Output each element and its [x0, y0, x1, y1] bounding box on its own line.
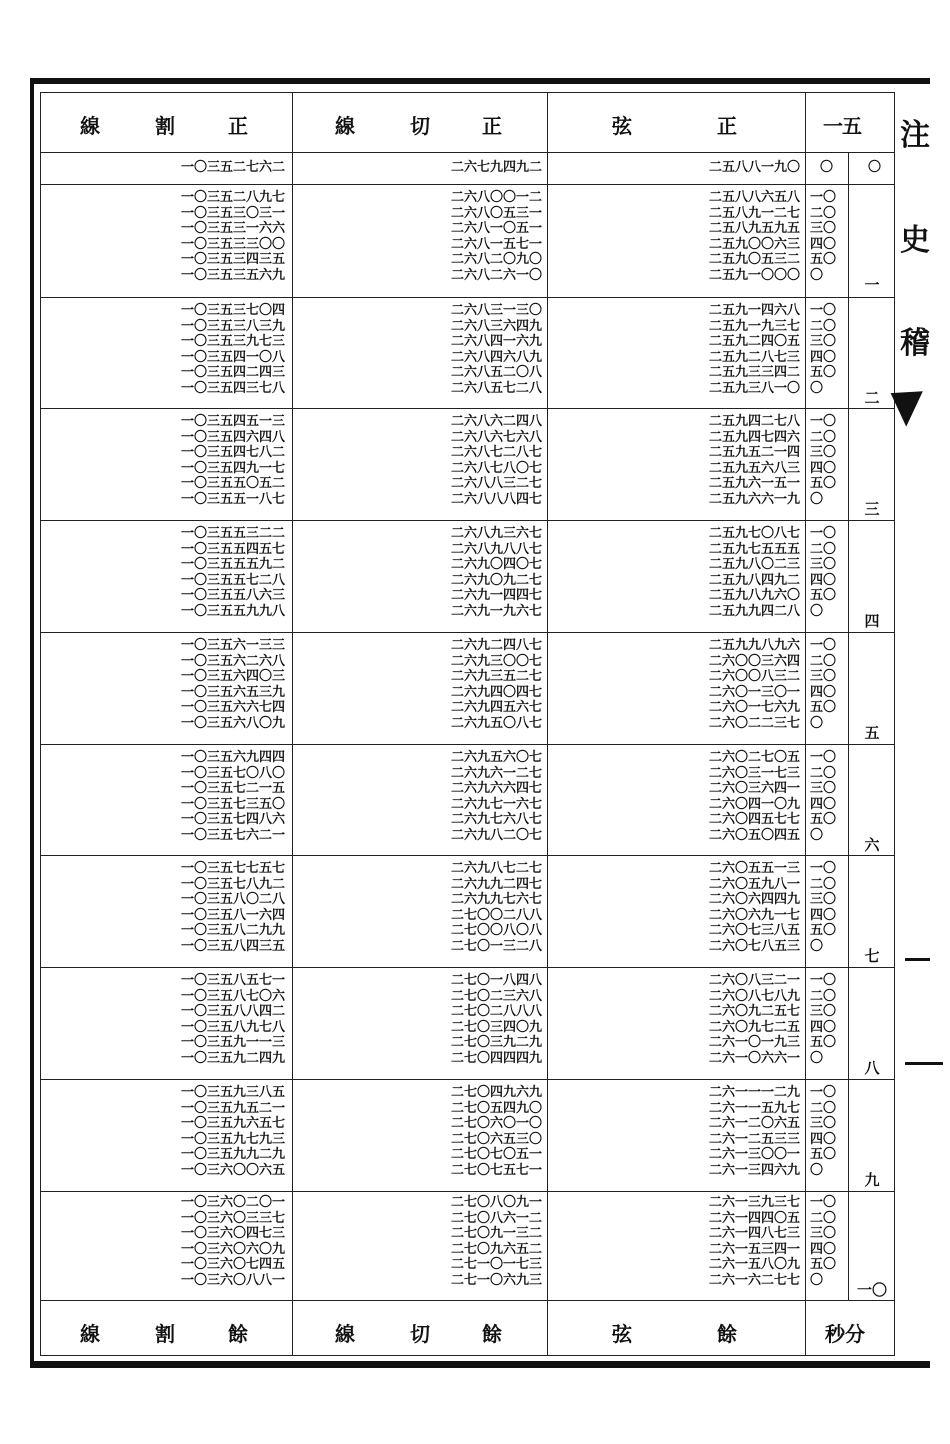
- tangent-value: 二六八〇〇一二: [450, 190, 542, 205]
- row-divider: [40, 1079, 895, 1080]
- secant-value: 一〇三五九一一三: [180, 1035, 285, 1050]
- sine-value: 二六〇二二三七: [708, 715, 800, 731]
- sine-value: 二六〇〇三六四: [708, 653, 800, 669]
- seconds-label: 二〇: [810, 653, 837, 669]
- secant-value: 一〇三五五七二八: [180, 572, 285, 588]
- tangent-value: 二七〇六〇一〇: [450, 1116, 542, 1131]
- secant-value: 一〇三五七六二一: [180, 827, 285, 843]
- sine-value: 二五九五二一四: [708, 445, 800, 460]
- tangent-value: 二七〇四四四九: [450, 1050, 542, 1066]
- secant-value: 一〇三五四六四八: [180, 429, 285, 445]
- sine-value: 二六〇四一〇九: [708, 796, 800, 812]
- seconds-label: 三〇: [810, 1226, 837, 1241]
- seconds-label: 五〇: [810, 365, 837, 380]
- seconds-label: 五〇: [810, 476, 837, 491]
- minute-label: 一〇: [856, 1281, 887, 1299]
- tangent-value: 二六九〇四〇七: [450, 557, 542, 572]
- sine-value: 二六〇七三八五: [708, 923, 800, 938]
- tangent-value: 二六八三六四九: [450, 318, 542, 334]
- header-char: 線: [80, 114, 100, 138]
- seconds-label: 五〇: [810, 812, 837, 827]
- secant-value: 一〇三五九六五七: [180, 1116, 285, 1131]
- tangent-value: 二六九三五二七: [450, 669, 542, 684]
- sine-value: 二六〇三一七三: [708, 765, 800, 781]
- seconds-label: 四〇: [810, 460, 837, 476]
- secant-value: 一〇三五五一八七: [180, 491, 285, 507]
- sine-value: 二六〇一三〇一: [708, 684, 800, 700]
- tangent-value: 二七〇三四〇九: [450, 1019, 542, 1035]
- tangent-value: 二六九四五六七: [450, 700, 542, 715]
- header-char: 正: [717, 114, 737, 138]
- footer-char: 切: [410, 1322, 430, 1346]
- sine-value: 二五九八九六〇: [708, 588, 800, 603]
- secant-value: 一〇三五二七六二: [180, 160, 285, 175]
- tangent-value: 二六八六七六八: [450, 429, 542, 445]
- seconds-label: 四〇: [810, 1019, 837, 1035]
- minute-label: 九: [864, 1171, 880, 1189]
- seconds-label: 〇: [810, 938, 824, 954]
- secant-value: 一〇三五四五一三: [180, 414, 285, 429]
- sine-value: 二五九四七四六: [708, 429, 800, 445]
- tangent-value: 二七〇〇二八八: [450, 907, 542, 923]
- seconds-label: 五〇: [810, 923, 837, 938]
- seconds-label: 四〇: [810, 796, 837, 812]
- row-divider: [40, 744, 895, 745]
- secant-value: 一〇三五五八六三: [180, 588, 285, 603]
- tangent-value: 二六八〇五三一: [450, 205, 542, 221]
- row-divider: [40, 967, 895, 968]
- seconds-label: 三〇: [810, 781, 837, 796]
- tangent-value: 二六九一九六七: [450, 603, 542, 619]
- seconds-label: 一〇: [810, 190, 837, 205]
- sine-value: 二六〇八三二一: [708, 973, 800, 988]
- seconds-label: 〇: [810, 1050, 824, 1066]
- footer-char: 線: [335, 1322, 355, 1346]
- seconds-label: 一〇: [810, 638, 837, 653]
- secant-value: 一〇三五八四三五: [180, 938, 285, 954]
- sine-value: 二五九七五五五: [708, 541, 800, 557]
- secant-value: 一〇三五九五二一: [180, 1100, 285, 1116]
- sine-value: 二五九九四二八: [708, 603, 800, 619]
- secant-value: 一〇三五七〇八〇: [180, 765, 285, 781]
- row-divider: [40, 152, 895, 153]
- tangent-value: 二六八二〇九〇: [450, 252, 542, 267]
- sine-value: 二五九八四九二: [708, 572, 800, 588]
- col-divider: [292, 92, 293, 1356]
- seconds-label: 五〇: [810, 1035, 837, 1050]
- minute-label: 七: [864, 947, 880, 965]
- sine-value: 二六〇二七〇五: [708, 750, 800, 765]
- tangent-value: 二七一〇一七三: [450, 1257, 542, 1272]
- secant-value: 一〇三五四二四三: [180, 365, 285, 380]
- seconds-label: 五〇: [810, 252, 837, 267]
- margin-glyph: 史: [900, 223, 930, 258]
- sine-value: 二五九〇〇六三: [708, 236, 800, 252]
- tangent-value: 二六九五六〇七: [450, 750, 542, 765]
- seconds-label: 〇: [810, 491, 824, 507]
- secant-value: 一〇三五五三二二: [180, 526, 285, 541]
- secant-value: 一〇三五六六七四: [180, 700, 285, 715]
- minute-label: 五: [864, 724, 880, 742]
- secant-value: 一〇三五四七八二: [180, 445, 285, 460]
- tangent-value: 二六九六一二七: [450, 765, 542, 781]
- col-divider: [547, 92, 548, 1356]
- seconds-label: 〇: [810, 380, 824, 396]
- seconds-label: 三〇: [810, 669, 837, 684]
- tangent-value: 二六九八七二七: [450, 861, 542, 876]
- header-char: 割: [155, 114, 175, 138]
- secant-value: 一〇三五六二六八: [180, 653, 285, 669]
- sine-value: 二五九三八一〇: [708, 380, 800, 396]
- secant-value: 一〇三五八七〇六: [180, 988, 285, 1004]
- tangent-value: 二七〇九六五二: [450, 1241, 542, 1257]
- sine-value: 二五九四二七八: [708, 414, 800, 429]
- secant-value: 一〇三六〇四七三: [180, 1226, 285, 1241]
- tangent-value: 二七〇一三二八: [450, 938, 542, 954]
- sine-value: 二六〇五〇四五: [708, 827, 800, 843]
- tangent-value: 二六八一五七一: [450, 236, 542, 252]
- header-char: 正: [228, 114, 248, 138]
- tangent-value: 二六九一四四七: [450, 588, 542, 603]
- secant-value: 一〇三五六一三三: [180, 638, 285, 653]
- header-char: 切: [410, 114, 430, 138]
- secant-value: 一〇三五八八四二: [180, 1004, 285, 1019]
- sine-value: 二六〇六四四九: [708, 892, 800, 907]
- sine-value: 二六一一五九七: [708, 1100, 800, 1116]
- sine-value: 二五九〇五三二: [708, 252, 800, 267]
- sine-value: 二六〇五九八一: [708, 876, 800, 892]
- footer-char: 線: [80, 1322, 100, 1346]
- sine-value: 二六一五八〇九: [708, 1257, 800, 1272]
- sine-value: 二六〇九二五七: [708, 1004, 800, 1019]
- secant-value: 一〇三五四一〇八: [180, 349, 285, 365]
- secant-value: 一〇三五七七五七: [180, 861, 285, 876]
- seconds-label: 五〇: [810, 1147, 837, 1162]
- secant-value: 一〇三五九七九三: [180, 1131, 285, 1147]
- tangent-value: 二六九四〇四七: [450, 684, 542, 700]
- tangent-value: 二六九二四八七: [450, 638, 542, 653]
- secant-value: 一〇三五八〇二八: [180, 892, 285, 907]
- seconds-label: 一〇: [810, 414, 837, 429]
- tangent-value: 二六八二六一〇: [450, 267, 542, 283]
- seconds-label: 五〇: [810, 1257, 837, 1272]
- col-divider: [805, 92, 806, 1356]
- tangent-value: 二六八七二八七: [450, 445, 542, 460]
- secant-value: 一〇三五八九七八: [180, 1019, 285, 1035]
- tangent-value: 二六九〇九二七: [450, 572, 542, 588]
- sine-value: 二六〇八七八九: [708, 988, 800, 1004]
- tangent-value: 二六九九二四七: [450, 876, 542, 892]
- seconds-label: 四〇: [810, 236, 837, 252]
- seconds-label: 三〇: [810, 334, 837, 349]
- secant-value: 一〇三五九九二九: [180, 1147, 285, 1162]
- seconds-label: 二〇: [810, 429, 837, 445]
- secant-value: 一〇三六〇〇六五: [180, 1162, 285, 1178]
- minute-label: 三: [864, 500, 880, 518]
- seconds-label: 一〇: [810, 1195, 837, 1210]
- tangent-value: 二六八五七二八: [450, 380, 542, 396]
- col-divider: [848, 152, 849, 1300]
- seconds-value: 〇: [820, 160, 834, 175]
- secant-value: 一〇三五五〇五二: [180, 476, 285, 491]
- tangent-value: 二七〇一八四八: [450, 973, 542, 988]
- tangent-value: 二六八五二〇八: [450, 365, 542, 380]
- seconds-label: 一〇: [810, 750, 837, 765]
- secant-value: 一〇三五六四〇三: [180, 669, 285, 684]
- footer-char: 餘: [482, 1322, 502, 1346]
- secant-value: 一〇三五七二一五: [180, 781, 285, 796]
- tangent-value: 二六九五〇八七: [450, 715, 542, 731]
- secant-value: 一〇三五三九七三: [180, 334, 285, 349]
- tangent-value: 二七〇六五三〇: [450, 1131, 542, 1147]
- secant-value: 一〇三五三三〇〇: [180, 236, 285, 252]
- sine-value: 二六〇七八五三: [708, 938, 800, 954]
- row-divider: [40, 1300, 895, 1301]
- seconds-label: 三〇: [810, 445, 837, 460]
- seconds-label: 二〇: [810, 765, 837, 781]
- tangent-value: 二七〇七五七一: [450, 1162, 542, 1178]
- seconds-label: 四〇: [810, 1131, 837, 1147]
- sine-value: 二六〇三六四一: [708, 781, 800, 796]
- seconds-label: 一〇: [810, 1085, 837, 1100]
- seconds-label: 三〇: [810, 557, 837, 572]
- sine-value: 二五九一九三七: [708, 318, 800, 334]
- row-divider: [40, 632, 895, 633]
- secant-value: 一〇三五四九一七: [180, 460, 285, 476]
- tangent-value: 二七〇四九六九: [450, 1085, 542, 1100]
- sine-value: 二六一一一二九: [708, 1085, 800, 1100]
- secant-value: 一〇三五六五三九: [180, 684, 285, 700]
- seconds-label: 〇: [810, 603, 824, 619]
- secant-value: 一〇三五八二九九: [180, 923, 285, 938]
- seconds-label: 四〇: [810, 572, 837, 588]
- minute-label: 六: [864, 836, 880, 854]
- sine-value: 二六一〇六六一: [708, 1050, 800, 1066]
- row-divider: [40, 520, 895, 521]
- secant-value: 一〇三五三七〇四: [180, 303, 285, 318]
- tangent-value: 二六八一〇五一: [450, 221, 542, 236]
- secant-value: 一〇三五九三八五: [180, 1085, 285, 1100]
- sine-value: 二五九七〇八七: [708, 526, 800, 541]
- minute-label: 一: [864, 276, 880, 294]
- seconds-label: 二〇: [810, 988, 837, 1004]
- sine-value: 二六一三九三七: [708, 1195, 800, 1210]
- secant-value: 一〇三五八五七一: [180, 973, 285, 988]
- secant-value: 一〇三五三八三九: [180, 318, 285, 334]
- tangent-value: 二七〇八六一二: [450, 1210, 542, 1226]
- secant-value: 一〇三六〇三三七: [180, 1210, 285, 1226]
- seconds-label: 〇: [810, 827, 824, 843]
- tangent-value: 二六九九七六七: [450, 892, 542, 907]
- seconds-label: 五〇: [810, 588, 837, 603]
- seconds-label: 二〇: [810, 1100, 837, 1116]
- sine-value: 二五九一四六八: [708, 303, 800, 318]
- tangent-value: 二六九八二〇七: [450, 827, 542, 843]
- tangent-value: 二六八三一三〇: [450, 303, 542, 318]
- seconds-label: 三〇: [810, 221, 837, 236]
- secant-value: 一〇三六〇二〇一: [180, 1195, 285, 1210]
- sine-value: 二六一二〇六五: [708, 1116, 800, 1131]
- tangent-value: 二六八九八八七: [450, 541, 542, 557]
- units-label: 秒分: [825, 1322, 865, 1346]
- seconds-label: 〇: [810, 1272, 824, 1288]
- tangent-value: 二六八八三二七: [450, 476, 542, 491]
- seconds-label: 二〇: [810, 541, 837, 557]
- sine-value: 二六一四八七三: [708, 1226, 800, 1241]
- seconds-label: 二〇: [810, 205, 837, 221]
- seconds-label: 三〇: [810, 892, 837, 907]
- footer-char: 餘: [717, 1322, 737, 1346]
- tangent-value: 二六八七八〇七: [450, 460, 542, 476]
- tangent-value: 二七〇二三六八: [450, 988, 542, 1004]
- sine-value: 二五九六六一九: [708, 491, 800, 507]
- sine-value: 二五九九八九六: [708, 638, 800, 653]
- seconds-label: 三〇: [810, 1004, 837, 1019]
- tangent-value: 二七〇九一三二: [450, 1226, 542, 1241]
- row-divider: [40, 184, 895, 185]
- secant-value: 一〇三五三五六九: [180, 267, 285, 283]
- sine-value: 二六〇〇八三二: [708, 669, 800, 684]
- seconds-label: 四〇: [810, 349, 837, 365]
- seconds-label: 四〇: [810, 1241, 837, 1257]
- seconds-label: 二〇: [810, 318, 837, 334]
- secant-value: 一〇三五七八九二: [180, 876, 285, 892]
- header-char: 弦: [612, 114, 632, 138]
- secant-value: 一〇三五六八〇九: [180, 715, 285, 731]
- sine-value: 二六一六二七七: [708, 1272, 800, 1288]
- seconds-label: 四〇: [810, 907, 837, 923]
- sine-value: 二五九六一五一: [708, 476, 800, 491]
- sine-value: 二五八八六五八: [708, 190, 800, 205]
- tangent-value: 二六八四一六九: [450, 334, 542, 349]
- secant-value: 一〇三五五四五七: [180, 541, 285, 557]
- sine-value: 二五八九一二七: [708, 205, 800, 221]
- secant-value: 一〇三五八一六四: [180, 907, 285, 923]
- sine-value: 二五九一〇〇〇: [708, 267, 800, 283]
- footer-char: 割: [155, 1322, 175, 1346]
- tangent-value: 二六八九三六七: [450, 526, 542, 541]
- sine-value: 二五八八一九〇: [708, 160, 800, 175]
- seconds-label: 〇: [810, 267, 824, 283]
- row-divider: [40, 297, 895, 298]
- minute-label: 八: [864, 1059, 880, 1077]
- tangent-value: 二七〇八〇九一: [450, 1195, 542, 1210]
- margin-glyph: 注: [900, 118, 930, 153]
- header-char: 正: [482, 114, 502, 138]
- minute-value: 〇: [868, 160, 882, 175]
- secant-value: 一〇三五五五九二: [180, 557, 285, 572]
- tangent-value: 二七〇五四九〇: [450, 1100, 542, 1116]
- secant-value: 一〇三五四三七八: [180, 380, 285, 396]
- margin-glyph: 稽: [900, 326, 930, 361]
- secant-value: 一〇三六〇八八一: [180, 1272, 285, 1288]
- footer-char: 餘: [228, 1322, 248, 1346]
- seconds-label: 〇: [810, 1162, 824, 1178]
- sine-value: 二五九三三四二: [708, 365, 800, 380]
- tangent-value: 二六九七六八七: [450, 812, 542, 827]
- sine-value: 二五九二四〇五: [708, 334, 800, 349]
- tangent-value: 二六九七一六七: [450, 796, 542, 812]
- seconds-label: 二〇: [810, 1210, 837, 1226]
- margin-dash: [905, 958, 930, 961]
- minute-label: 四: [864, 612, 880, 630]
- tangent-value: 二七一〇六九三: [450, 1272, 542, 1288]
- secant-value: 一〇三六〇七四五: [180, 1257, 285, 1272]
- degree-label: 一五: [823, 114, 861, 138]
- footer-char: 弦: [612, 1322, 632, 1346]
- sine-value: 二五九八〇二三: [708, 557, 800, 572]
- sine-value: 二五九二八七三: [708, 349, 800, 365]
- tangent-value: 二六八六二四八: [450, 414, 542, 429]
- tangent-value: 二七〇〇八〇八: [450, 923, 542, 938]
- sine-value: 二六〇五五一三: [708, 861, 800, 876]
- seconds-label: 四〇: [810, 684, 837, 700]
- secant-value: 一〇三六〇六〇九: [180, 1241, 285, 1257]
- row-divider: [40, 855, 895, 856]
- seconds-label: 一〇: [810, 303, 837, 318]
- secant-value: 一〇三五五九九八: [180, 603, 285, 619]
- seconds-label: 三〇: [810, 1116, 837, 1131]
- secant-value: 一〇三五三〇三一: [180, 205, 285, 221]
- secant-value: 一〇三五二八九七: [180, 190, 285, 205]
- tangent-value: 二七〇七〇五一: [450, 1147, 542, 1162]
- secant-value: 一〇三五三四三五: [180, 252, 285, 267]
- sine-value: 二五九五六八三: [708, 460, 800, 476]
- secant-value: 一〇三五七四八六: [180, 812, 285, 827]
- secant-value: 一〇三五三一六六: [180, 221, 285, 236]
- seconds-label: 〇: [810, 715, 824, 731]
- sine-value: 二六一三〇〇一: [708, 1147, 800, 1162]
- secant-value: 一〇三五七三五〇: [180, 796, 285, 812]
- sine-value: 二六〇九七二五: [708, 1019, 800, 1035]
- seconds-label: 二〇: [810, 876, 837, 892]
- sine-value: 二六〇四五七七: [708, 812, 800, 827]
- sine-value: 二六一三四六九: [708, 1162, 800, 1178]
- tangent-value: 二六九六六四七: [450, 781, 542, 796]
- sine-value: 二六一四四〇五: [708, 1210, 800, 1226]
- sine-value: 二六〇六九一七: [708, 907, 800, 923]
- row-divider: [40, 408, 895, 409]
- margin-dash: [905, 1062, 943, 1065]
- sine-value: 二六〇一七六九: [708, 700, 800, 715]
- sine-value: 二六一〇一九三: [708, 1035, 800, 1050]
- tangent-value: 二六八四六八九: [450, 349, 542, 365]
- sine-value: 二五八九五九五: [708, 221, 800, 236]
- seconds-label: 五〇: [810, 700, 837, 715]
- header-char: 線: [335, 114, 355, 138]
- tangent-value: 二六九三〇〇七: [450, 653, 542, 669]
- secant-value: 一〇三五六九四四: [180, 750, 285, 765]
- seconds-label: 一〇: [810, 861, 837, 876]
- row-divider: [40, 1191, 895, 1192]
- tangent-value: 二七〇三九二九: [450, 1035, 542, 1050]
- sine-value: 二六一五三四一: [708, 1241, 800, 1257]
- secant-value: 一〇三五九二四九: [180, 1050, 285, 1066]
- minute-label: 二: [864, 389, 880, 407]
- seconds-label: 一〇: [810, 526, 837, 541]
- sine-value: 二六一二五三三: [708, 1131, 800, 1147]
- tangent-value: 二七〇二八八八: [450, 1004, 542, 1019]
- tangent-value: 二六八八八四七: [450, 491, 542, 507]
- tangent-value: 二六七九四九二: [450, 160, 542, 175]
- seconds-label: 一〇: [810, 973, 837, 988]
